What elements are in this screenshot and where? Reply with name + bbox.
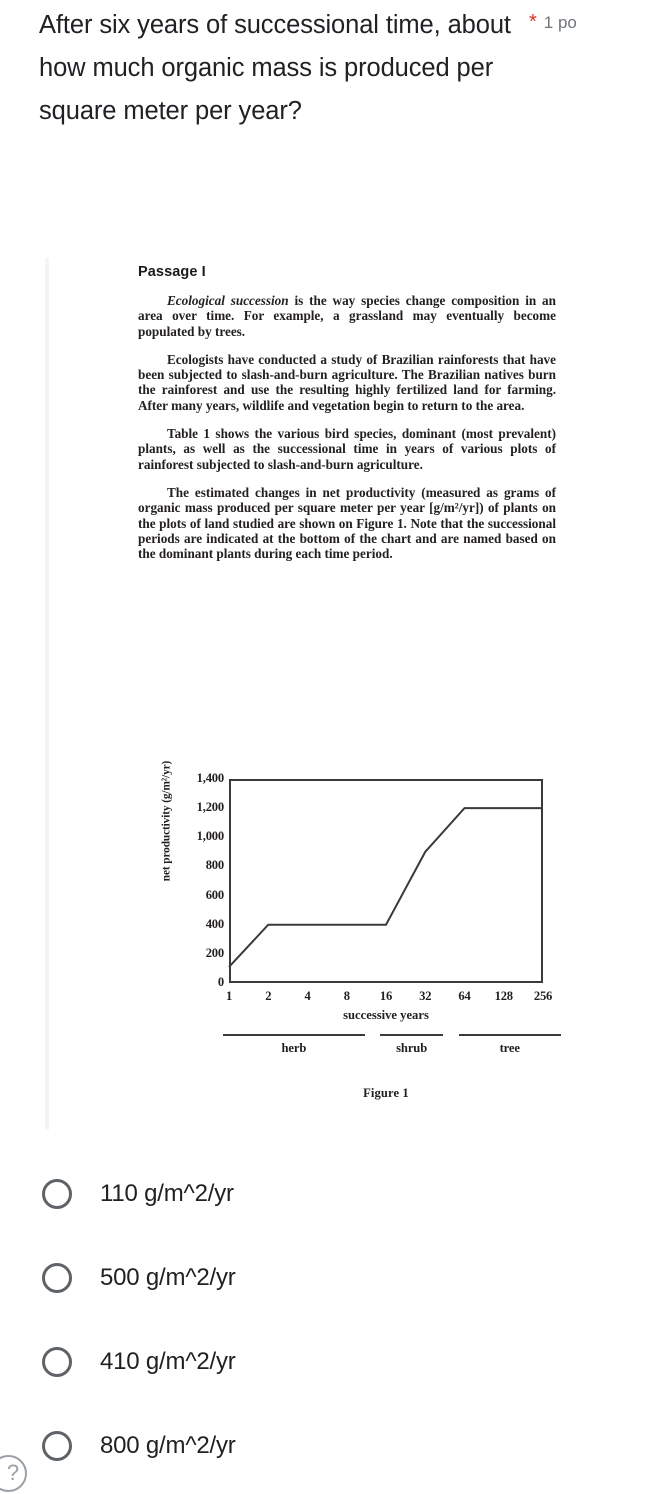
answer-option-label: 110 g/m^2/yr <box>100 1180 234 1207</box>
passage-paragraph-1-rest: is the way species change composition in an area over time. For example, a grassland may eventually become populated by trees. <box>138 293 556 339</box>
passage-heading: Passage I <box>138 264 206 280</box>
answer-option-2[interactable] <box>0 1236 649 1320</box>
chart-period-group <box>229 1034 543 1078</box>
figure-1 <box>138 760 558 1128</box>
chart-x-tick: 2 <box>265 989 272 1003</box>
figure-caption: Figure 1 <box>363 1086 409 1100</box>
question-row <box>0 0 649 133</box>
chart-period <box>380 1034 443 1056</box>
radio-button-icon[interactable] <box>42 1263 72 1293</box>
passage-paragraph-1 <box>138 293 556 339</box>
chart-y-tick: 0 <box>217 975 224 989</box>
radio-button-icon[interactable] <box>42 1431 72 1461</box>
chart-period-bar <box>223 1034 365 1036</box>
radio-button-icon[interactable] <box>42 1347 72 1377</box>
passage-document <box>138 264 556 561</box>
passage-paragraph-2: Ecologists have conducted a study of Brazilian rainforests that have been subjected to slash-and-burn agriculture. The Brazilian natives burn the rainforest and use the resulting highly fertilized land for farming. After many years, wildlife and vegetation begin to return to the area. <box>138 351 556 413</box>
chart-data-line <box>229 779 543 983</box>
chart-period-label: tree <box>499 1041 520 1055</box>
chart-x-tick: 256 <box>533 989 553 1003</box>
chart-x-tick-group <box>225 989 553 1007</box>
passage-paragraph-3: Table 1 shows the various bird species, dominant (most prevalent) plants, as well as the successional time in years of various plots of rainforest subjected to slash-and-burn agriculture. <box>138 426 556 472</box>
chart-y-tick: 1,400 <box>196 771 224 785</box>
chart-y-tick: 1,200 <box>196 800 224 815</box>
answer-option-4[interactable] <box>0 1404 649 1488</box>
chart-y-tick: 200 <box>205 945 224 960</box>
chart-x-tick: 32 <box>419 989 432 1003</box>
answer-options <box>0 1152 649 1488</box>
chart-period-label: herb <box>281 1041 307 1055</box>
required-asterisk-icon: * <box>529 11 537 33</box>
answer-option-1[interactable] <box>0 1152 649 1236</box>
chart-y-tick-group <box>162 768 224 989</box>
answer-option-label: 410 g/m^2/yr <box>100 1348 236 1375</box>
chart-y-tick: 600 <box>205 887 224 902</box>
chart-y-axis-label-text: net productivity (g/m²/yr) <box>160 760 173 882</box>
answer-option-label: 500 g/m^2/yr <box>100 1264 236 1291</box>
chart-x-axis-label: successive years <box>343 1008 429 1022</box>
vertical-divider <box>45 258 49 1130</box>
passage-paragraph-4: The estimated changes in net productivity (measured as grams of organic mass produced per square meter per year [g/m²/yr]) of plants on the plots of land studied are shown on Figure 1. Note that the successional periods are indicated at the bottom of the chart and are named based on the dominant plants during each time period. <box>138 484 556 562</box>
chart-x-tick: 64 <box>458 989 471 1003</box>
radio-button-icon[interactable] <box>42 1179 72 1209</box>
help-icon-glyph: ? <box>6 1460 20 1485</box>
chart-period <box>223 1034 365 1056</box>
points-label: 1 po <box>543 13 577 32</box>
answer-option-label: 800 g/m^2/yr <box>100 1432 236 1459</box>
chart-x-tick: 4 <box>304 989 311 1003</box>
question-header <box>0 0 649 133</box>
passage-italic-phrase: Ecological succession <box>167 293 289 308</box>
chart-x-tick: 1 <box>225 989 233 1003</box>
chart-period-label: shrub <box>396 1041 428 1055</box>
chart-period-bar <box>380 1034 443 1036</box>
passage-image <box>0 250 649 1140</box>
chart-x-tick: 128 <box>494 989 513 1003</box>
answer-option-3[interactable] <box>0 1320 649 1404</box>
chart-y-tick: 1,000 <box>196 829 224 844</box>
points-wrap <box>529 13 577 33</box>
chart-period <box>459 1034 562 1056</box>
chart-x-tick: 8 <box>343 989 350 1003</box>
chart-x-tick: 16 <box>379 989 393 1003</box>
chart-y-tick: 400 <box>205 916 224 931</box>
chart-period-bar <box>459 1034 562 1036</box>
chart-y-tick: 800 <box>205 858 224 873</box>
question-title: After six years of successional time, about how much organic mass is produced per square meter per year? <box>39 11 511 125</box>
